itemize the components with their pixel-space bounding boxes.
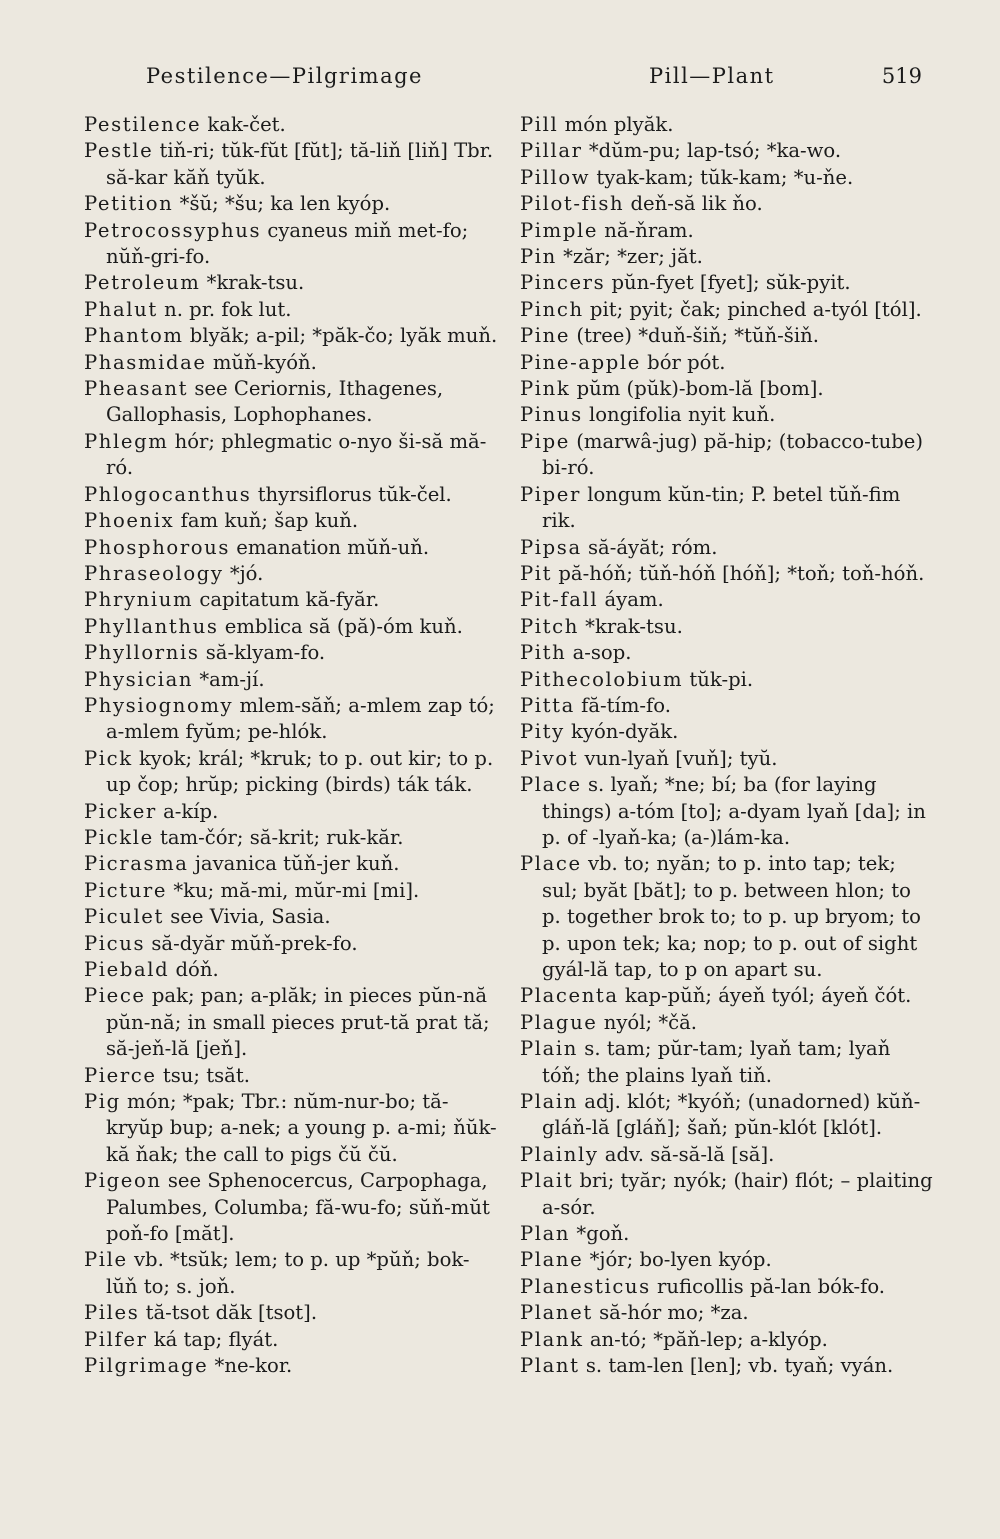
dictionary-entry (84, 270, 499, 296)
dictionary-entry (520, 376, 935, 402)
dictionary-entry (84, 1327, 499, 1353)
dictionary-entry (520, 535, 935, 561)
header-middle: Pill—Plant (649, 64, 775, 88)
headword: Pimple (520, 218, 599, 242)
definition: s. lyaň; *ne; bí; ba (for laying things) a-tóm [to]; a-dyam lyaň [da]; in p. of -lyaň-ka; (a-)lám-ka. (542, 773, 926, 849)
headword: Pinch (520, 297, 584, 321)
dictionary-entry (520, 1168, 935, 1221)
header-left: Pestilence—Pilgrimage (146, 64, 423, 88)
dictionary-entry (520, 1221, 935, 1247)
dictionary-entry (520, 218, 935, 244)
definition: vun-lyaň [vuň]; tyŭ. (584, 746, 778, 770)
definition: kyok; král; *kruk; to p. out kir; to p. up čop; hrŭp; picking (birds) ták ták. (106, 746, 494, 797)
definition: s. tam; pŭr-tam; lyaň tam; lyaň tóň; the plains lyaň tiň. (542, 1037, 891, 1087)
headword: Picus (84, 931, 146, 955)
definition: *krak-tsu. (206, 271, 305, 295)
definition: kak-čet. (207, 113, 286, 136)
dictionary-entry (520, 138, 935, 164)
headword: Place (520, 773, 582, 797)
dictionary-entry (84, 1353, 499, 1379)
definition: a-kíp. (163, 799, 219, 823)
headword: Planet (520, 1301, 593, 1325)
definition: fă-tím-fo. (581, 693, 671, 717)
dictionary-entry (84, 799, 499, 825)
definition: ká tap; flyát. (153, 1327, 279, 1351)
headword: Pine-apple (520, 350, 641, 374)
page-number: 519 (881, 64, 922, 88)
headword: Phrynium (84, 588, 194, 612)
definition: ruficollis pă-lan bók-fo. (657, 1274, 885, 1298)
headword: Phlegm (84, 429, 169, 453)
headword: Placenta (520, 984, 619, 1008)
dictionary-entry (84, 323, 499, 349)
headword: Pit (520, 561, 553, 585)
dictionary-entry (84, 218, 499, 271)
headword: Picker (84, 799, 157, 823)
definition: *jó. (229, 561, 264, 585)
dictionary-entry (84, 376, 499, 429)
dictionary-entry (84, 587, 499, 613)
dictionary-entry (520, 561, 935, 587)
definition: javanica tŭň-jer kuň. (194, 852, 400, 876)
headword: Plainly (520, 1142, 599, 1166)
definition: see Sphenocercus, Carpophaga, Palumbes, Columba; fă-wu-fo; sŭň-mŭt poň-fo [măt]. (106, 1169, 490, 1246)
dictionary-entry (520, 746, 935, 772)
dictionary-entry (84, 429, 499, 482)
definition: s. tam-len [len]; vb. tyaň; vyán. (585, 1354, 894, 1378)
dictionary-entry (84, 1063, 499, 1089)
definition: mŭň-kyóň. (212, 350, 317, 374)
headword: Phasmidae (84, 350, 207, 374)
definition: pă-hóň; tŭň-hóň [hóň]; *toň; toň-hóň. (558, 561, 925, 585)
headword: Pity (520, 720, 565, 744)
definition: să-hór mo; *za. (599, 1301, 749, 1325)
headword: Pigeon (84, 1169, 162, 1193)
definition: vb. *tsŭk; lem; to p. up *pŭň; bok-lŭň to; s. joň. (106, 1248, 470, 1298)
dictionary-entry (84, 878, 499, 904)
definition: să-dyăr mŭň-prek-fo. (151, 931, 358, 955)
headword: Pincers (520, 271, 606, 295)
headword: Planesticus (520, 1274, 651, 1298)
dictionary-entry (520, 1247, 935, 1273)
dictionary-entry (520, 1036, 935, 1089)
headword: Phyllornis (84, 641, 200, 665)
definition: pak; pan; a-plăk; in pieces pŭn-nă pŭn-nă; in small pieces prut-tă prat tă; să-jeň-lă [jeň]. (106, 984, 490, 1061)
headword: Piper (520, 482, 581, 506)
dictionary-entry (520, 1010, 935, 1036)
headword: Physiognomy (84, 693, 234, 717)
headword: Pestle (84, 139, 154, 163)
headword: Pestilence (84, 113, 202, 136)
definition: longifolia nyit kuň. (588, 403, 776, 427)
definition: *ku; mă-mi, mŭr-mi [mi]. (173, 878, 420, 902)
definition: *ne-kor. (214, 1354, 293, 1378)
headword: Pilot-fish (520, 192, 625, 216)
definition: tŭk-pi. (689, 667, 754, 691)
headword: Plain (520, 1090, 579, 1114)
dictionary-entry (84, 904, 499, 930)
dictionary-entry (520, 614, 935, 640)
dictionary-entry (520, 1300, 935, 1326)
dictionary-entry (520, 983, 935, 1009)
dictionary-entry (520, 667, 935, 693)
definition: món; *pak; Tbr.: nŭm-nur-bo; tă-kryŭp bup; a-nek; a young p. a-mi; ňŭk-kă ňak; the call to pigs čŭ čŭ. (106, 1090, 497, 1166)
dictionary-entry (84, 825, 499, 851)
definition: *zăr; *zer; jăt. (563, 245, 703, 269)
dictionary-entry (84, 746, 499, 799)
definition: emanation mŭň-uň. (236, 535, 430, 559)
dictionary-entry (84, 561, 499, 587)
dictionary-entry (84, 482, 499, 508)
definition: (tree) *duň-šiň; *tŭň-šiň. (576, 324, 819, 348)
definition: să-áyăt; róm. (587, 535, 718, 559)
definition: adj. klót; *kyóň; (unadorned) kŭň-gláň-lă [gláň]; šaň; pŭn-klót [klót]. (542, 1090, 921, 1140)
definition: *krak-tsu. (585, 614, 683, 638)
headword: Plain (520, 1037, 579, 1061)
definition: pŭn-fyet [fyet]; sŭk-pyit. (611, 271, 851, 295)
headword: Picture (84, 878, 168, 902)
definition: món plyăk. (564, 113, 674, 136)
left-column (84, 112, 499, 1380)
definition: *goň. (576, 1222, 630, 1246)
definition: *am-jí. (199, 667, 265, 691)
definition: pit; pyit; čak; pinched a-tyól [tól]. (589, 297, 922, 321)
headword: Pillar (520, 139, 583, 163)
headword: Pinus (520, 403, 583, 427)
headword: Piles (84, 1301, 140, 1325)
headword: Petrocossyphus (84, 218, 262, 242)
headword: Petroleum (84, 271, 201, 295)
dictionary-entry (84, 614, 499, 640)
dictionary-entry (84, 1247, 499, 1300)
dictionary-entry (520, 719, 935, 745)
dictionary-entry (520, 1142, 935, 1168)
definition: tsu; tsăt. (162, 1063, 250, 1087)
headword: Pig (84, 1090, 121, 1114)
definition: kyón-dyăk. (571, 720, 679, 744)
definition: *jór; bo-lyen kyóp. (589, 1248, 772, 1272)
headword: Piece (84, 984, 146, 1008)
headword: Phantom (84, 324, 184, 348)
headword: Pipsa (520, 535, 582, 559)
dictionary-entry (520, 191, 935, 217)
dictionary-entry (520, 244, 935, 270)
headword: Pheasant (84, 377, 189, 401)
headword: Plank (520, 1327, 584, 1351)
dictionary-entry (84, 983, 499, 1062)
headword: Pierce (84, 1063, 157, 1087)
definition: bri; tyăr; nyók; (hair) flót; – plaiting a-sór. (542, 1169, 933, 1219)
headword: Phosphorous (84, 535, 231, 559)
headword: Phlogocanthus (84, 482, 252, 506)
headword: Pilfer (84, 1327, 148, 1351)
definition: bór pót. (647, 350, 726, 374)
headword: Place (520, 852, 582, 876)
dictionary-entry (84, 1168, 499, 1247)
headword: Phoenix (84, 509, 175, 533)
definition: see Vivia, Sasia. (170, 905, 331, 929)
headword: Pine (520, 324, 571, 348)
dictionary-entry (84, 1089, 499, 1168)
headword: Pithecolobium (520, 667, 684, 691)
dictionary-entry (520, 350, 935, 376)
dictionary-entry (520, 297, 935, 323)
headword: Plan (520, 1222, 571, 1246)
headword: Pickle (84, 825, 154, 849)
definition: áyam. (604, 588, 664, 612)
definition: nă-ňram. (604, 218, 694, 242)
dictionary-entry (84, 667, 499, 693)
definition: nyól; *čă. (603, 1010, 697, 1034)
running-header (84, 64, 922, 94)
definition: an-tó; *păň-lep; a-klyóp. (589, 1327, 828, 1351)
headword: Physician (84, 667, 194, 691)
headword: Phalut (84, 297, 158, 321)
definition: hór; phlegmatic o-nyo ši-să mă-ró. (106, 429, 487, 480)
definition: tiň-ri; tŭk-fŭt [fŭt]; tă-liň [liň] Tbr. să-kar kăň tyŭk. (106, 139, 494, 189)
definition: blyăk; a-pil; *păk-čo; lyăk muň. (189, 324, 498, 348)
headword: Pillow (520, 165, 591, 189)
definition: longum kŭn-tin; P. betel tŭň-fim rik. (542, 482, 901, 533)
headword: Plait (520, 1169, 574, 1193)
headword: Phraseology (84, 561, 224, 585)
headword: Pit-fall (520, 588, 599, 612)
dictionary-entry (84, 931, 499, 957)
dictionary-entry (84, 1300, 499, 1326)
dictionary-entry (520, 429, 935, 482)
headword: Plane (520, 1248, 584, 1272)
definition: fam kuň; šap kuň. (180, 509, 359, 533)
dictionary-entry (84, 640, 499, 666)
dictionary-entry (84, 693, 499, 746)
headword: Pile (84, 1248, 128, 1272)
definition: dóň. (175, 958, 219, 981)
dictionary-entry (520, 165, 935, 191)
definition: adv. să-să-lă [să]. (604, 1142, 775, 1166)
dictionary-entry (520, 112, 935, 138)
dictionary-entry (520, 1089, 935, 1142)
headword: Pith (520, 641, 567, 665)
dictionary-entry (520, 1327, 935, 1353)
definition: see Ceriornis, Ithagenes, Gallophasis, Lophophanes. (106, 377, 444, 427)
dictionary-entry (84, 851, 499, 877)
dictionary-entry (84, 350, 499, 376)
headword: Phyllanthus (84, 614, 219, 638)
definition: tă-tsot dăk [tsot]. (145, 1301, 318, 1325)
definition: mlem-săň; a-mlem zap tó; a-mlem fyŭm; pe-hlók. (106, 693, 495, 744)
headword: Pick (84, 746, 133, 770)
dictionary-entry (84, 138, 499, 191)
definition: n. pr. fok lut. (164, 297, 292, 321)
headword: Pitch (520, 614, 579, 638)
dictionary-entry (84, 508, 499, 534)
right-column (520, 112, 935, 1380)
headword: Pink (520, 377, 571, 401)
definition: a-sop. (572, 641, 632, 665)
headword: Plant (520, 1354, 580, 1378)
dictionary-entry (84, 957, 499, 983)
headword: Picrasma (84, 852, 189, 876)
dictionary-entry (520, 640, 935, 666)
definition: deň-să lik ňo. (630, 192, 763, 216)
dictionary-entry (520, 693, 935, 719)
dictionary-entry (520, 587, 935, 613)
definition: vb. to; nyăn; to p. into tap; tek; sul; byăt [băt]; to p. between hlon; to p. together brok to; to p. up bryom; to p. upon tek; ka; nop; to p. out of sight gyál-lă tap, to p on apart su. (542, 852, 921, 981)
definition: tyak-kam; tŭk-kam; *u-ňe. (596, 165, 854, 189)
headword: Pitta (520, 693, 575, 717)
dictionary-entry (520, 772, 935, 851)
definition: să-klyam-fo. (205, 641, 326, 665)
dictionary-entry (520, 1353, 935, 1379)
headword: Pipe (520, 429, 570, 453)
headword: Pin (520, 245, 557, 269)
headword: Petition (84, 192, 174, 216)
dictionary-entry (84, 535, 499, 561)
dictionary-entry (520, 270, 935, 296)
definition: (marwâ-jug) pă-hip; (tobacco-tube) bi-ró. (542, 429, 923, 480)
definition: thyrsiflorus tŭk-čel. (257, 482, 452, 506)
headword: Pilgrimage (84, 1354, 209, 1378)
definition: *dŭm-pu; lap-tsó; *ka-wo. (588, 139, 842, 163)
dictionary-entry (520, 402, 935, 428)
dictionary-entry (520, 482, 935, 535)
headword: Piculet (84, 905, 164, 929)
definition: pŭm (pŭk)-bom-lă [bom]. (576, 377, 824, 401)
definition: capitatum kă-fyăr. (199, 588, 380, 612)
definition: tam-čór; să-krit; ruk-kăr. (160, 825, 404, 849)
definition: kap-pŭň; áyeň tyól; áyeň čót. (624, 984, 912, 1008)
headword: Piebald (84, 958, 170, 981)
dictionary-entry (520, 851, 935, 983)
dictionary-entry (84, 191, 499, 217)
dictionary-entry (84, 297, 499, 323)
definition: cyaneus miň met-fo; nŭň-gri-fo. (106, 218, 469, 269)
dictionary-entry (84, 112, 499, 138)
dictionary-entry (520, 323, 935, 349)
dictionary-entry (520, 1274, 935, 1300)
definition: emblica să (pă)-óm kuň. (224, 614, 463, 638)
definition: *šŭ; *šu; ka len kyóp. (179, 192, 391, 216)
headword: Pivot (520, 746, 579, 770)
headword: Pill (520, 113, 559, 136)
headword: Plague (520, 1010, 598, 1034)
